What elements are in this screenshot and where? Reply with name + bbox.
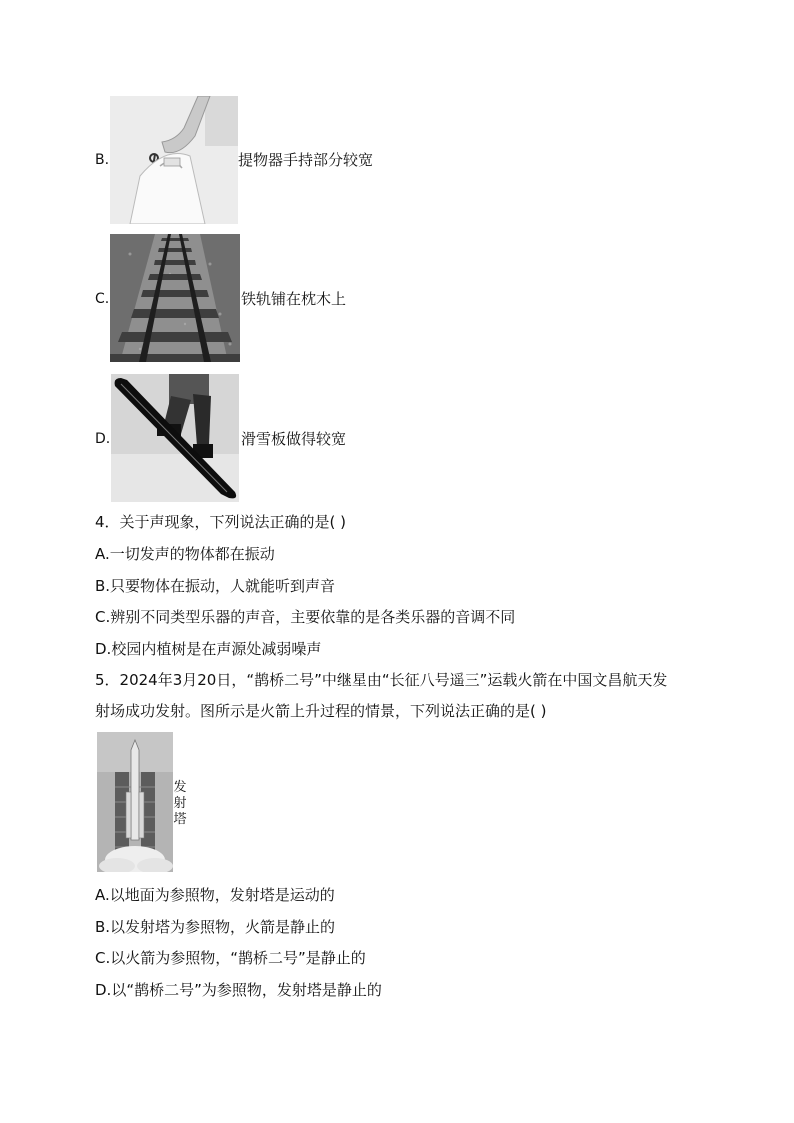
option-b-letter: B.	[95, 152, 110, 168]
option-c-letter: C.	[95, 291, 110, 307]
question-4-stem: 4．关于声现象，下列说法正确的是( )	[95, 513, 347, 531]
tower-label-char-3: 塔	[173, 812, 187, 827]
bag-holder-picture	[110, 96, 238, 224]
bag-holder-image	[110, 96, 238, 224]
tower-label-char-2: 射	[173, 796, 187, 811]
rocket-launch-picture	[97, 732, 173, 872]
question-4-option-d: D.校园内植树是在声源处减弱噪声	[95, 640, 322, 658]
question-5-option-d: D.以“鹊桥二号”为参照物，发射塔是静止的	[95, 981, 382, 999]
railway-image	[110, 234, 240, 362]
question-5-option-c: C.以火箭为参照物，“鹊桥二号”是静止的	[95, 949, 366, 967]
snowboard-picture	[111, 374, 239, 502]
question-5-stem-line-1: 5．2024年3月20日，“鹊桥二号”中继星由“长征八号遥三”运载火箭在中国文昌航天发	[95, 671, 668, 689]
tower-label-char-1: 发	[173, 780, 187, 795]
question-5-option-a: A.以地面为参照物，发射塔是运动的	[95, 886, 335, 904]
option-b-caption: 提物器手持部分较宽	[238, 151, 374, 169]
option-c-caption: 铁轨铺在枕木上	[241, 290, 347, 308]
question-5-stem-line-2: 射场成功发射。图所示是火箭上升过程的情景，下列说法正确的是( )	[95, 702, 547, 720]
question-4-option-b: B.只要物体在振动，人就能听到声音	[95, 577, 336, 595]
option-d-caption: 滑雪板做得较宽	[241, 430, 347, 448]
question-4-option-a: A.一切发声的物体都在振动	[95, 545, 275, 563]
snowboard-image	[111, 374, 239, 502]
railway-picture	[110, 234, 240, 362]
question-4-option-c: C.辨别不同类型乐器的声音，主要依靠的是各类乐器的音调不同	[95, 608, 516, 626]
option-d-letter: D.	[95, 431, 111, 447]
question-5-option-b: B.以发射塔为参照物，火箭是静止的	[95, 918, 336, 936]
rocket-launch-image	[97, 732, 173, 872]
